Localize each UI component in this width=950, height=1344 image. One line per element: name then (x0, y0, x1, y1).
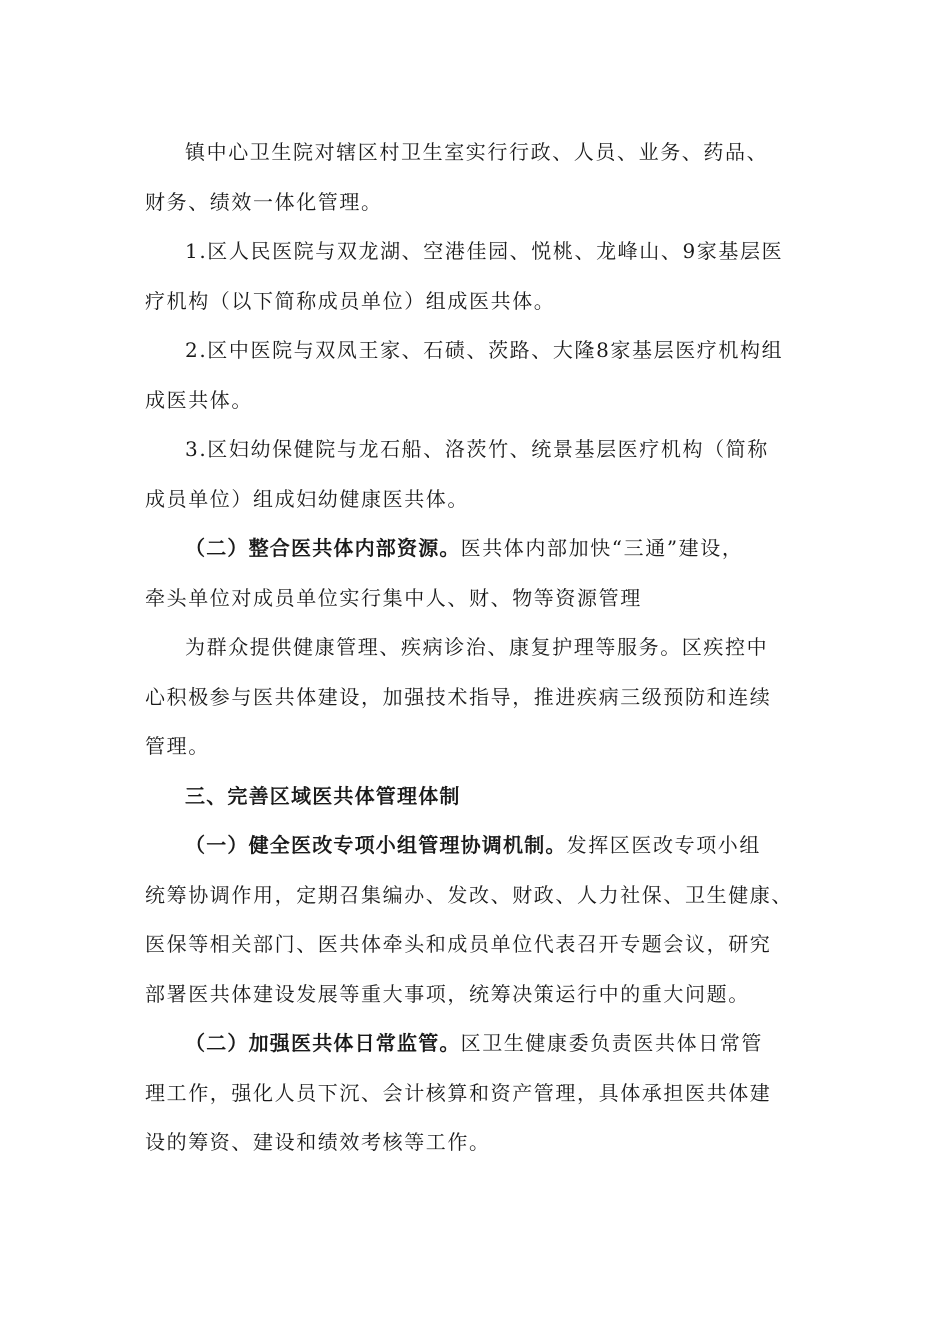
section-heading: （二）整合医共体内部资源。 (185, 536, 461, 560)
paragraph-line: 财务、绩效一体化管理。 (145, 189, 383, 214)
paragraph-line (145, 1019, 815, 1069)
document-body (145, 128, 815, 1168)
paragraph-line: 成医共体。 (145, 387, 253, 412)
paragraph-line (145, 821, 815, 871)
paragraph-line: 1.区人民医院与双龙湖、空港佳园、悦桃、龙峰山、9家基层医 (185, 239, 784, 263)
paragraph-line: 管理。 (145, 734, 210, 758)
paragraph-line: 心积极参与医共体建设，加强技术指导，推进疾病三级预防和连续 (145, 684, 772, 709)
paragraph-line: 牵头单位对成员单位实行集中人、财、物等资源管理 (145, 585, 642, 610)
paragraph-line: 为群众提供健康管理、疾病诊治、康复护理等服务。区疾控中 (185, 635, 769, 659)
paragraph-line: 成员单位）组成妇幼健康医共体。 (145, 486, 469, 511)
paragraph-line: 3.区妇幼保健院与龙石船、洛茨竹、统景基层医疗机构（简称 (185, 437, 769, 461)
paragraph-line (145, 772, 815, 822)
paragraph-line: 部署医共体建设发展等重大事项，统筹决策运行中的重大问题。 (145, 981, 750, 1006)
paragraph-line: 医保等相关部门、医共体牵头和成员单位代表召开专题会议，研究 (145, 932, 772, 956)
paragraph-line: 统筹协调作用，定期召集编办、发改、财政、人力社保、卫生健康、 (145, 882, 793, 907)
paragraph-line (145, 524, 815, 574)
paragraph-text: 区卫生健康委负责医共体日常管 (460, 1031, 764, 1055)
paragraph-line: 理工作，强化人员下沉、会计核算和资产管理，具体承担医共体建 (145, 1080, 772, 1105)
section-heading: （二）加强医共体日常监管。 (185, 1031, 461, 1055)
chapter-heading: 三、完善区域医共体管理体制 (185, 783, 461, 808)
paragraph-line: 镇中心卫生院对辖区村卫生室实行行政、人员、业务、药品、 (185, 140, 769, 164)
paragraph-line: 设的筹资、建设和绩效考核等工作。 (145, 1130, 491, 1154)
paragraph-line: 疗机构（以下简称成员单位）组成医共体。 (145, 288, 556, 313)
paragraph-text: 医共体内部加快“三通”建设， (460, 536, 744, 560)
section-heading: （一）健全医改专项小组管理协调机制。 (185, 833, 567, 857)
paragraph-text: 发挥区医改专项小组 (566, 833, 762, 857)
paragraph-line: 2.区中医院与双凤王家、石碛、茨路、大隆8家基层医疗机构组 (185, 338, 784, 362)
